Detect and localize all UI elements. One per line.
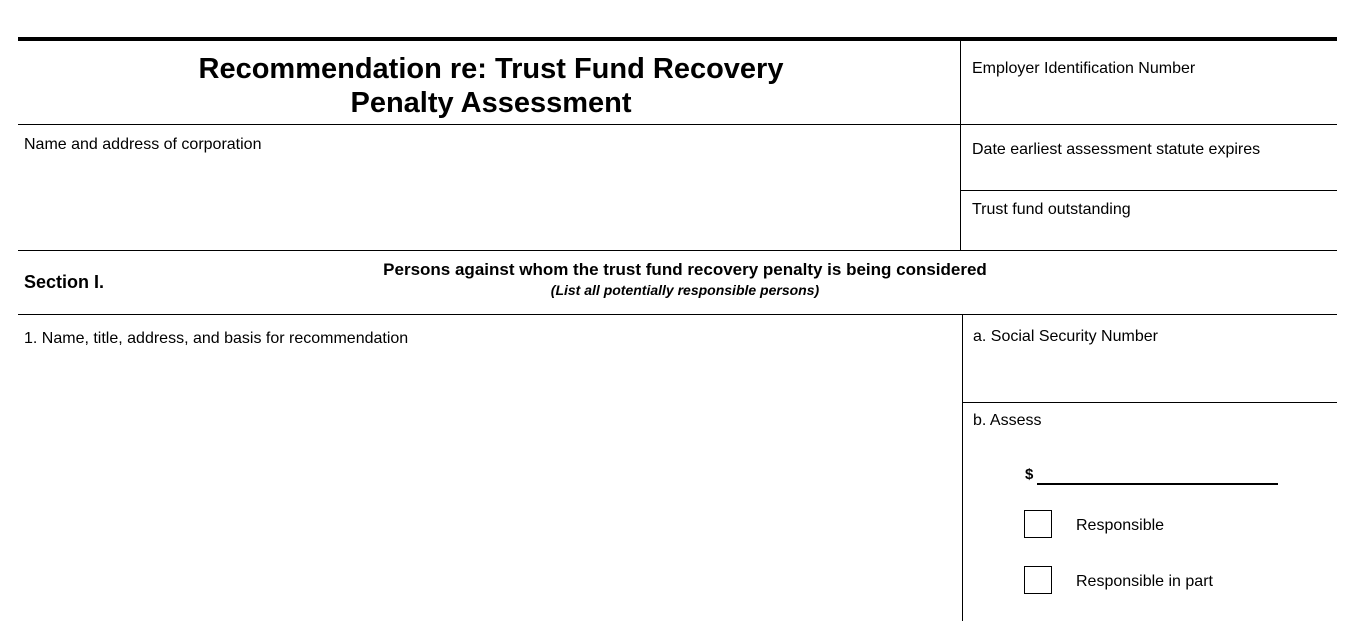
section-bottom-rule: [18, 314, 1337, 315]
statute-date-field[interactable]: [962, 162, 1336, 189]
ssn-field[interactable]: [964, 350, 1336, 400]
responsible-checkbox[interactable]: [1024, 510, 1052, 538]
form-title-line2: Penalty Assessment: [350, 87, 632, 119]
responsible-label: Responsible: [1076, 517, 1165, 534]
ein-label: Employer Identification Number: [972, 60, 1196, 77]
dollar-sign: $: [1025, 466, 1034, 483]
lower-column-divider: [962, 314, 963, 621]
section-label: Section I.: [24, 272, 105, 292]
section-subheading: (List all potentially responsible persons): [550, 282, 820, 298]
responsible-in-part-label: Responsible in part: [1076, 573, 1213, 590]
corporation-field[interactable]: [22, 158, 956, 246]
ssn-rule: [962, 402, 1337, 403]
assess-amount-underline: [1037, 483, 1278, 485]
form-title-line1: Recommendation re: Trust Fund Recovery: [198, 53, 784, 85]
ein-field[interactable]: [962, 82, 1336, 122]
person-name-label: 1. Name, title, address, and basis for recommendation: [24, 330, 409, 347]
trust-fund-field[interactable]: [962, 222, 1336, 248]
assess-amount-field[interactable]: [1038, 466, 1278, 484]
form-title: [22, 52, 960, 120]
statute-rule: [960, 190, 1337, 191]
title-row-rule: [18, 124, 1337, 125]
section-top-rule: [18, 250, 1337, 251]
person-name-field[interactable]: [22, 352, 958, 617]
section-heading: Persons against whom the trust fund recovery penalty is being considered: [383, 260, 987, 279]
trust-fund-label: Trust fund outstanding: [972, 201, 1131, 218]
assess-label: b. Assess: [973, 412, 1042, 429]
upper-column-divider: [960, 41, 961, 250]
responsible-in-part-checkbox[interactable]: [1024, 566, 1052, 594]
corporation-label: Name and address of corporation: [24, 136, 262, 153]
statute-date-label: Date earliest assessment statute expires: [972, 141, 1261, 158]
top-rule: [18, 37, 1337, 41]
ssn-label: a. Social Security Number: [973, 328, 1158, 345]
